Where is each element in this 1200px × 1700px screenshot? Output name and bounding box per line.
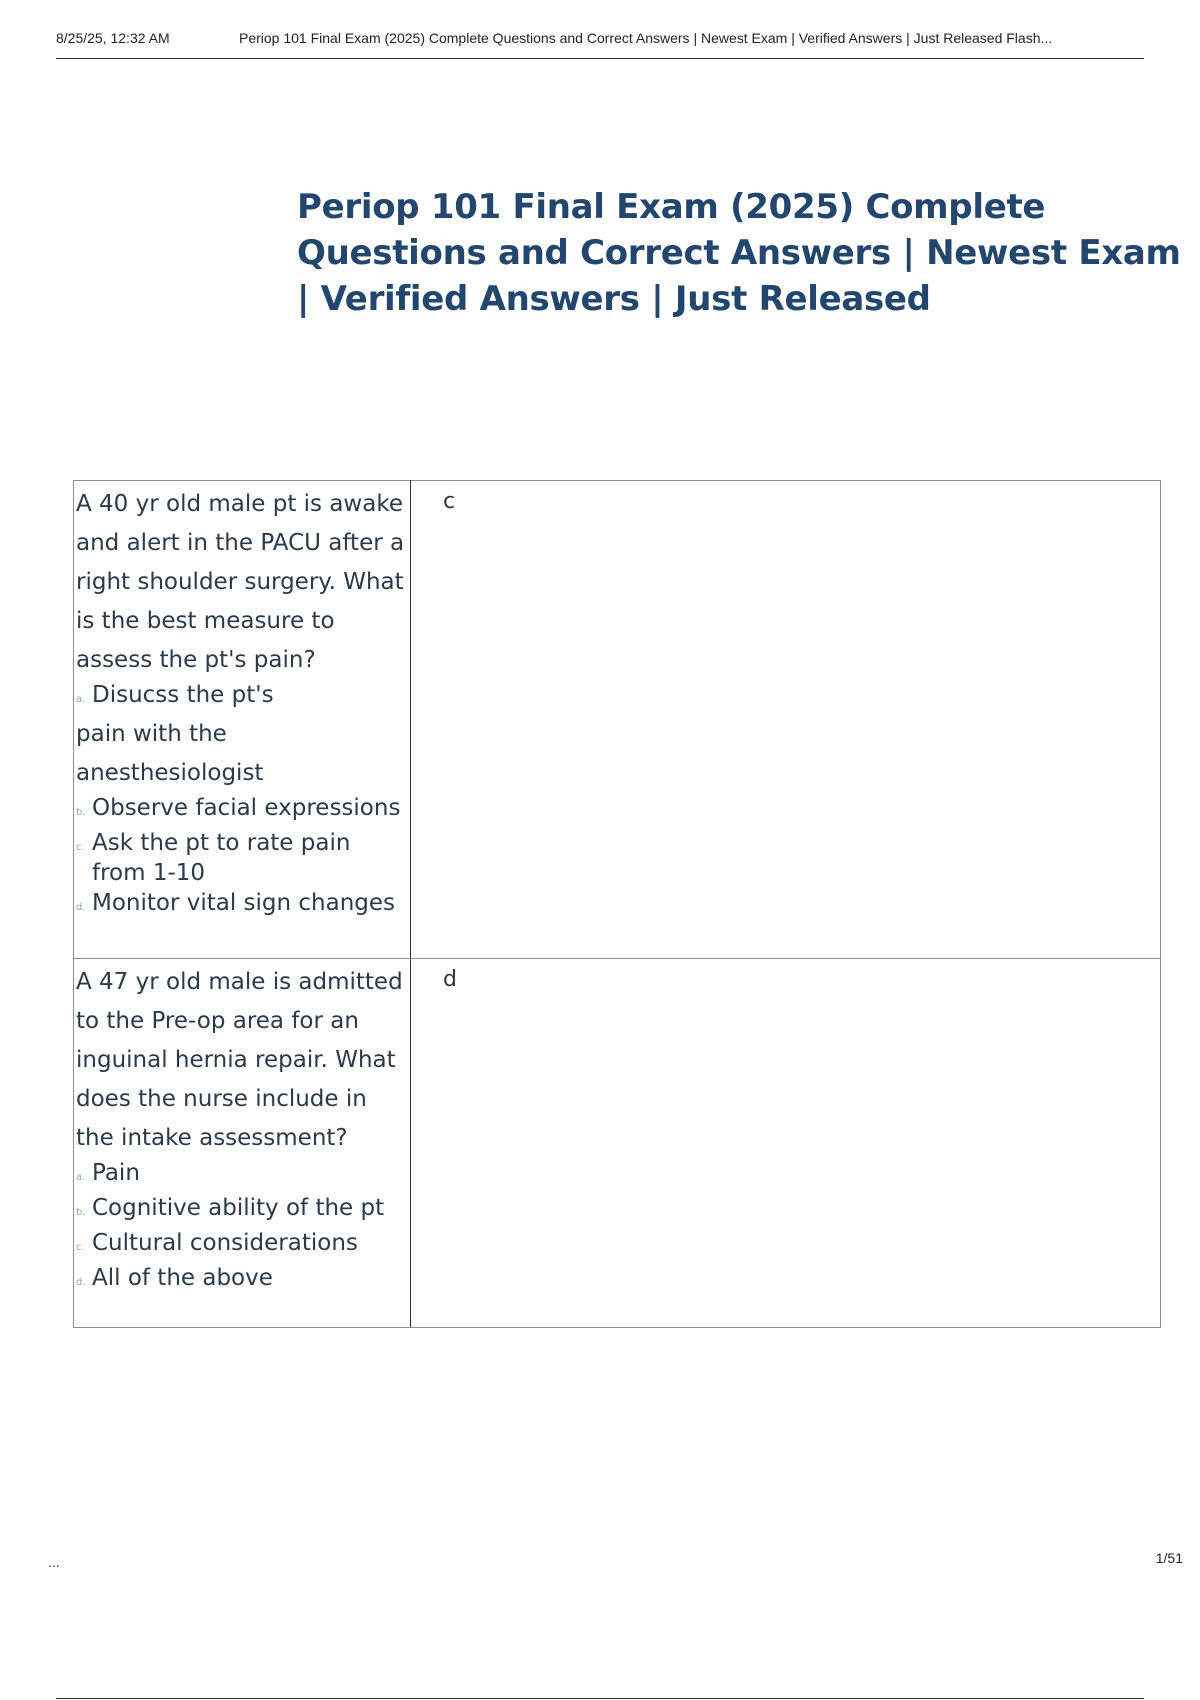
question-cell — [74, 959, 411, 1328]
page-footer-ellipsis: ... — [48, 1554, 60, 1570]
option-text: Cultural considerations — [92, 1230, 358, 1256]
option-item — [74, 1193, 410, 1228]
footer-divider — [56, 1698, 1144, 1699]
question-answer-table — [73, 480, 1161, 1328]
option-letter: d. — [76, 1277, 86, 1288]
option-item — [74, 1263, 410, 1298]
question-stem: A 40 yr old male pt is awake and alert in the PACU after a right shoulder surgery. What is the best measure to assess the pt's pain? — [76, 491, 405, 673]
option-text: All of the above — [92, 1265, 273, 1291]
print-header — [56, 28, 1144, 59]
option-letter: b. — [76, 807, 86, 818]
print-date: 8/25/25, 12:32 AM — [56, 30, 170, 46]
option-item — [74, 1158, 410, 1193]
answer-text: d — [443, 967, 457, 992]
question-stem: A 47 yr old male is admitted to the Pre-op area for an inguinal hernia repair. What does the nurse include in the intake assessment? — [76, 969, 403, 1151]
table-row — [74, 959, 1161, 1328]
option-item — [74, 1228, 410, 1263]
option-letter: d. — [76, 902, 86, 913]
option-text: Ask the pt to rate pain from 1-10 — [92, 830, 351, 886]
option-text: Disucss the pt's — [92, 682, 274, 708]
option-letter: b. — [76, 1207, 86, 1218]
option-text: Pain — [92, 1160, 140, 1186]
option-item — [74, 828, 410, 888]
option-letter: a. — [76, 1172, 86, 1183]
option-text-continuation: pain with the anesthesiologist — [76, 721, 264, 786]
print-page-title: Periop 101 Final Exam (2025) Complete Questions and Correct Answers | Newest Exam | Verified Answers | Just Released Flash... — [239, 30, 1053, 46]
option-letter: c. — [76, 842, 85, 853]
table-row — [74, 481, 1161, 959]
page-number: 1/51 — [1155, 1550, 1183, 1566]
option-item — [74, 888, 410, 923]
option-text: Cognitive ability of the pt — [92, 1195, 385, 1221]
option-letter: c. — [76, 1242, 85, 1253]
option-item — [74, 680, 410, 715]
option-text: Monitor vital sign changes — [92, 890, 396, 916]
answer-cell — [411, 481, 1161, 959]
answer-text: c — [443, 489, 456, 514]
option-text: Observe facial expressions — [92, 795, 401, 821]
document-title: Periop 101 Final Exam (2025) Complete Questions and Correct Answers | Newest Exam | Verified Answers | Just Released — [297, 187, 1181, 319]
answer-cell — [411, 959, 1161, 1328]
option-item — [74, 793, 410, 828]
question-cell — [74, 481, 411, 959]
option-letter: a. — [76, 694, 86, 705]
